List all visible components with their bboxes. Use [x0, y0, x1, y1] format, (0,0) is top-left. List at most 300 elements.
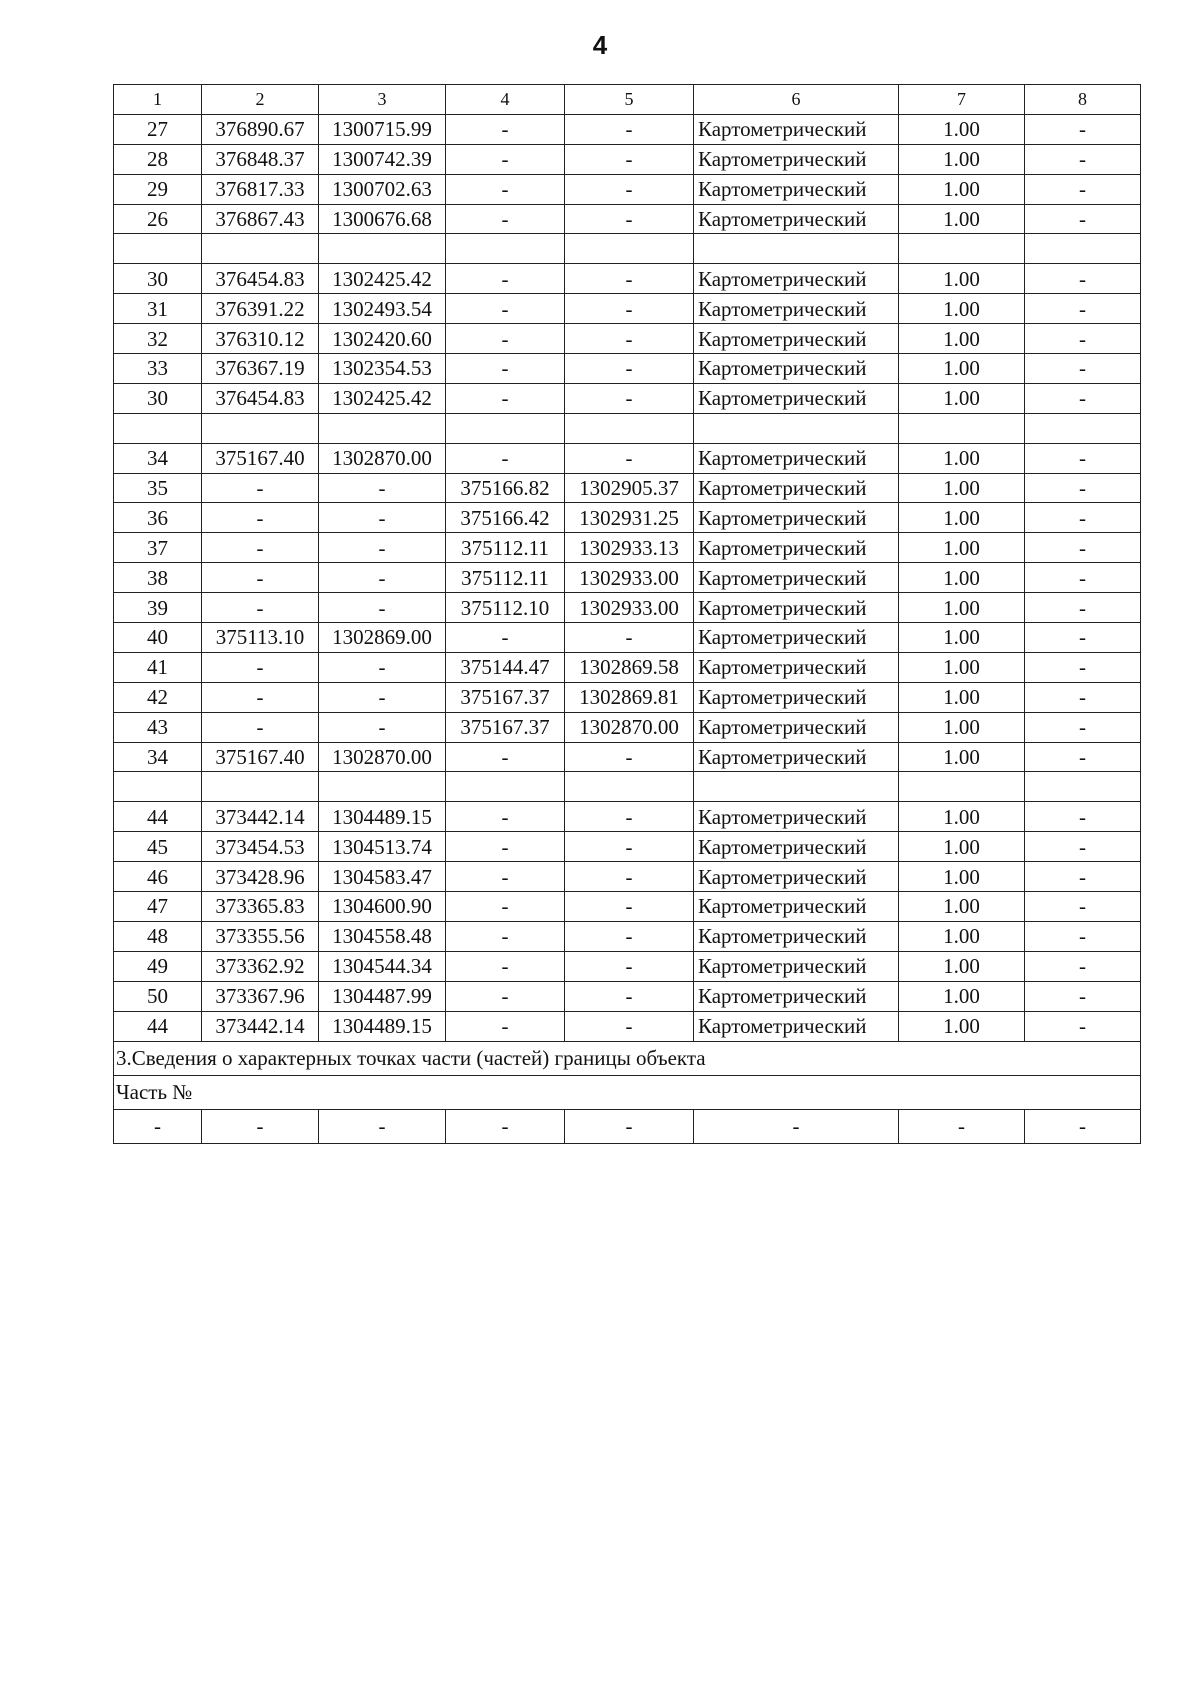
table-row [114, 144, 1141, 174]
table-cell-col-1: 48 [114, 921, 202, 951]
table-cell-col-6: Картометрический [694, 921, 899, 951]
table-cell-col-1: 50 [114, 981, 202, 1011]
table-cell-col-4: - [446, 862, 565, 892]
table-cell-col-6: Картометрический [694, 832, 899, 862]
table-row [114, 473, 1141, 503]
table-cell-col-3: 1302870.00 [319, 443, 446, 473]
table-cell-col-7: 1.00 [899, 862, 1025, 892]
table-cell-col-1: 33 [114, 354, 202, 384]
table-cell-col-6: Картометрический [694, 951, 899, 981]
table-row [114, 503, 1141, 533]
table-cell-col-2: 376310.12 [202, 324, 319, 354]
table-cell-col-8: - [1025, 623, 1141, 653]
table-cell-col-6: Картометрический [694, 712, 899, 742]
table-cell-col-6: Картометрический [694, 593, 899, 623]
table-cell-col-2: - [202, 682, 319, 712]
table-cell-col-4: - [446, 114, 565, 144]
table-spacer-row [114, 413, 1141, 443]
table-cell-col-7: 1.00 [899, 354, 1025, 384]
table-cell-col-3: 1300742.39 [319, 144, 446, 174]
table-cell-col-7 [899, 413, 1025, 443]
table-row [114, 383, 1141, 413]
table-cell-col-4: - [446, 174, 565, 204]
table-cell-col-6 [694, 772, 899, 802]
table-cell-col-3: 1300715.99 [319, 114, 446, 144]
table-cell-col-4 [446, 413, 565, 443]
column-header-3: 3 [319, 85, 446, 115]
table-cell-col-3: - [319, 682, 446, 712]
table-row [114, 921, 1141, 951]
table-cell-col-4: - [446, 354, 565, 384]
table-cell-col-2 [202, 413, 319, 443]
table-cell-col-8: - [1025, 383, 1141, 413]
table-cell-col-4: 375144.47 [446, 652, 565, 682]
table-row [114, 623, 1141, 653]
section-title: 3.Сведения о характерных точках части (частей) границы объекта [114, 1041, 1141, 1075]
table-cell-col-5: - [565, 832, 694, 862]
table-row [114, 652, 1141, 682]
table-cell-col-8: - [1025, 473, 1141, 503]
table-cell-col-2: 373367.96 [202, 981, 319, 1011]
part-label: Часть № [114, 1075, 1141, 1109]
table-cell-col-4: - [446, 742, 565, 772]
table-row [114, 892, 1141, 922]
table-cell-col-1: 34 [114, 443, 202, 473]
table-cell-col-2: - [202, 563, 319, 593]
table-cell-col-1: 39 [114, 593, 202, 623]
table-cell-col-1: 26 [114, 204, 202, 234]
table-cell-col-5: - [565, 324, 694, 354]
table-cell-col-2: 376890.67 [202, 114, 319, 144]
table-cell-col-6: Картометрический [694, 563, 899, 593]
table-cell-col-5: - [565, 802, 694, 832]
table-cell-col-6: Картометрический [694, 294, 899, 324]
table-cell-col-6: Картометрический [694, 144, 899, 174]
table-row [114, 354, 1141, 384]
table-cell-col-2: 376848.37 [202, 144, 319, 174]
table-cell-col-3: - [319, 533, 446, 563]
table-cell-col-5: 1302869.81 [565, 682, 694, 712]
table-cell-col-2: 376367.19 [202, 354, 319, 384]
table-body [114, 85, 1141, 1144]
table-cell-col-3: 1304489.15 [319, 802, 446, 832]
part-cell-col-4: - [446, 1109, 565, 1143]
table-cell-col-7: 1.00 [899, 623, 1025, 653]
table-cell-col-3: 1302354.53 [319, 354, 446, 384]
table-cell-col-6: Картометрический [694, 264, 899, 294]
table-cell-col-5: - [565, 981, 694, 1011]
table-row [114, 682, 1141, 712]
column-header-8: 8 [1025, 85, 1141, 115]
table-cell-col-7: 1.00 [899, 832, 1025, 862]
table-cell-col-3: - [319, 503, 446, 533]
table-cell-col-5: - [565, 204, 694, 234]
table-row [114, 1011, 1141, 1041]
table-cell-col-8: - [1025, 443, 1141, 473]
table-cell-col-2: - [202, 473, 319, 503]
table-cell-col-1: 28 [114, 144, 202, 174]
table-cell-col-3: - [319, 652, 446, 682]
table-cell-col-5: - [565, 114, 694, 144]
table-cell-col-1: 47 [114, 892, 202, 922]
page-number: 4 [592, 30, 608, 60]
table-cell-col-8: - [1025, 114, 1141, 144]
table-cell-col-2: - [202, 712, 319, 742]
table-cell-col-7: 1.00 [899, 1011, 1025, 1041]
table-cell-col-4 [446, 772, 565, 802]
part-cell-col-6: - [694, 1109, 899, 1143]
table-row [114, 204, 1141, 234]
part-cell-col-7: - [899, 1109, 1025, 1143]
table-cell-col-6: Картометрический [694, 174, 899, 204]
table-cell-col-6: Картометрический [694, 623, 899, 653]
table-cell-col-8: - [1025, 652, 1141, 682]
table-cell-col-3: 1304600.90 [319, 892, 446, 922]
table-cell-col-4: - [446, 981, 565, 1011]
table-cell-col-3: 1302493.54 [319, 294, 446, 324]
table-cell-col-6: Картометрический [694, 324, 899, 354]
table-cell-col-5: - [565, 623, 694, 653]
table-cell-col-1: 35 [114, 473, 202, 503]
table-cell-col-2 [202, 234, 319, 264]
table-cell-col-7: 1.00 [899, 503, 1025, 533]
table-cell-col-6: Картометрический [694, 383, 899, 413]
table-row [114, 742, 1141, 772]
table-cell-col-2: 373365.83 [202, 892, 319, 922]
table-cell-col-3: 1304489.15 [319, 1011, 446, 1041]
table-cell-col-4: - [446, 832, 565, 862]
part-row [114, 1109, 1141, 1143]
table-cell-col-2: 376454.83 [202, 383, 319, 413]
table-cell-col-2: 373442.14 [202, 1011, 319, 1041]
table-row [114, 533, 1141, 563]
table-cell-col-4: - [446, 921, 565, 951]
table-cell-col-5: - [565, 1011, 694, 1041]
table-cell-col-5: 1302905.37 [565, 473, 694, 503]
table-cell-col-3: - [319, 593, 446, 623]
table-row [114, 802, 1141, 832]
column-header-1: 1 [114, 85, 202, 115]
table-cell-col-1: 43 [114, 712, 202, 742]
table-cell-col-1: 46 [114, 862, 202, 892]
table-cell-col-7: 1.00 [899, 652, 1025, 682]
table-row [114, 324, 1141, 354]
table-cell-col-5: 1302933.13 [565, 533, 694, 563]
table-cell-col-4: 375166.42 [446, 503, 565, 533]
table-cell-col-1: 29 [114, 174, 202, 204]
table-cell-col-2: 373362.92 [202, 951, 319, 981]
table-cell-col-1: 49 [114, 951, 202, 981]
table-cell-col-6: Картометрический [694, 114, 899, 144]
table-cell-col-8: - [1025, 354, 1141, 384]
table-cell-col-7 [899, 772, 1025, 802]
table-cell-col-8: - [1025, 802, 1141, 832]
table-cell-col-7: 1.00 [899, 742, 1025, 772]
table-cell-col-4: - [446, 294, 565, 324]
table-cell-col-3: 1302425.42 [319, 383, 446, 413]
table-cell-col-4: 375167.37 [446, 682, 565, 712]
table-cell-col-3: 1300676.68 [319, 204, 446, 234]
table-cell-col-1: 45 [114, 832, 202, 862]
table-cell-col-3: 1302420.60 [319, 324, 446, 354]
table-cell-col-2: 375167.40 [202, 742, 319, 772]
table-row [114, 981, 1141, 1011]
section-title-row [114, 1041, 1141, 1075]
table-cell-col-4 [446, 234, 565, 264]
table-cell-col-5 [565, 234, 694, 264]
table-cell-col-1: 30 [114, 264, 202, 294]
part-cell-col-5: - [565, 1109, 694, 1143]
table-cell-col-1: 40 [114, 623, 202, 653]
table-cell-col-7: 1.00 [899, 951, 1025, 981]
table-row [114, 593, 1141, 623]
table-row [114, 951, 1141, 981]
column-header-2: 2 [202, 85, 319, 115]
table-cell-col-6: Картометрический [694, 652, 899, 682]
table-cell-col-1: 38 [114, 563, 202, 593]
table-spacer-row [114, 234, 1141, 264]
table-cell-col-1: 31 [114, 294, 202, 324]
table-cell-col-7: 1.00 [899, 264, 1025, 294]
table-cell-col-3: 1302870.00 [319, 742, 446, 772]
table-cell-col-1 [114, 413, 202, 443]
table-cell-col-4: - [446, 383, 565, 413]
table-cell-col-8: - [1025, 324, 1141, 354]
table-cell-col-3 [319, 772, 446, 802]
table-cell-col-1: 32 [114, 324, 202, 354]
table-cell-col-3: 1304513.74 [319, 832, 446, 862]
table-cell-col-2: 376867.43 [202, 204, 319, 234]
table-cell-col-3: 1304558.48 [319, 921, 446, 951]
table-cell-col-7 [899, 234, 1025, 264]
table-cell-col-6: Картометрический [694, 892, 899, 922]
table-cell-col-7: 1.00 [899, 802, 1025, 832]
table-cell-col-1: 34 [114, 742, 202, 772]
table-cell-col-3: - [319, 473, 446, 503]
table-cell-col-8 [1025, 234, 1141, 264]
table-cell-col-7: 1.00 [899, 144, 1025, 174]
table-cell-col-4: - [446, 802, 565, 832]
table-cell-col-6 [694, 234, 899, 264]
table-cell-col-7: 1.00 [899, 473, 1025, 503]
table-cell-col-7: 1.00 [899, 921, 1025, 951]
table-cell-col-6 [694, 413, 899, 443]
table-cell-col-5: - [565, 294, 694, 324]
table-cell-col-8: - [1025, 533, 1141, 563]
table-cell-col-6: Картометрический [694, 742, 899, 772]
table-cell-col-5: - [565, 174, 694, 204]
table-cell-col-2: - [202, 533, 319, 563]
table-header-row [114, 85, 1141, 115]
table-cell-col-6: Картометрический [694, 204, 899, 234]
table-cell-col-3: 1304583.47 [319, 862, 446, 892]
table-cell-col-5 [565, 413, 694, 443]
table-cell-col-1 [114, 772, 202, 802]
table-cell-col-5: 1302870.00 [565, 712, 694, 742]
table-cell-col-6: Картометрический [694, 503, 899, 533]
table-cell-col-7: 1.00 [899, 174, 1025, 204]
table-cell-col-7: 1.00 [899, 563, 1025, 593]
table-cell-col-3: 1300702.63 [319, 174, 446, 204]
table-cell-col-8: - [1025, 981, 1141, 1011]
table-row [114, 712, 1141, 742]
table-cell-col-2: 373454.53 [202, 832, 319, 862]
table-cell-col-5: - [565, 383, 694, 413]
table-cell-col-3: - [319, 712, 446, 742]
table-row [114, 832, 1141, 862]
table-cell-col-4: - [446, 324, 565, 354]
table-cell-col-8: - [1025, 712, 1141, 742]
table-cell-col-5: 1302869.58 [565, 652, 694, 682]
column-header-6: 6 [694, 85, 899, 115]
table-cell-col-8: - [1025, 832, 1141, 862]
table-cell-col-1: 27 [114, 114, 202, 144]
table-row [114, 174, 1141, 204]
table-cell-col-8: - [1025, 1011, 1141, 1041]
table-cell-col-5: 1302933.00 [565, 563, 694, 593]
table-cell-col-2: 373442.14 [202, 802, 319, 832]
table-cell-col-3: 1304487.99 [319, 981, 446, 1011]
table-cell-col-4: - [446, 264, 565, 294]
table-cell-col-8: - [1025, 742, 1141, 772]
table-cell-col-6: Картометрический [694, 443, 899, 473]
table-cell-col-6: Картометрический [694, 862, 899, 892]
table-cell-col-6: Картометрический [694, 682, 899, 712]
table-cell-col-7: 1.00 [899, 204, 1025, 234]
table-cell-col-1 [114, 234, 202, 264]
table-cell-col-7: 1.00 [899, 383, 1025, 413]
table-cell-col-5: - [565, 951, 694, 981]
table-cell-col-6: Картометрический [694, 1011, 899, 1041]
table-cell-col-2 [202, 772, 319, 802]
table-cell-col-1: 36 [114, 503, 202, 533]
table-cell-col-7: 1.00 [899, 324, 1025, 354]
table-cell-col-4: - [446, 443, 565, 473]
table-cell-col-5: - [565, 354, 694, 384]
table-cell-col-4: 375112.10 [446, 593, 565, 623]
table-cell-col-2: 376454.83 [202, 264, 319, 294]
table-cell-col-7: 1.00 [899, 443, 1025, 473]
table-cell-col-6: Картометрический [694, 354, 899, 384]
table-row [114, 264, 1141, 294]
table-cell-col-8: - [1025, 593, 1141, 623]
table-cell-col-5: - [565, 742, 694, 772]
table-cell-col-4: 375112.11 [446, 533, 565, 563]
table-spacer-row [114, 772, 1141, 802]
table-cell-col-7: 1.00 [899, 114, 1025, 144]
table-cell-col-1: 30 [114, 383, 202, 413]
table-cell-col-7: 1.00 [899, 712, 1025, 742]
table-cell-col-3: 1302425.42 [319, 264, 446, 294]
table-cell-col-7: 1.00 [899, 682, 1025, 712]
table-cell-col-3 [319, 413, 446, 443]
table-cell-col-7: 1.00 [899, 981, 1025, 1011]
table-cell-col-2: 373355.56 [202, 921, 319, 951]
table-cell-col-8: - [1025, 862, 1141, 892]
table-row [114, 294, 1141, 324]
table-cell-col-4: - [446, 951, 565, 981]
table-cell-col-8: - [1025, 951, 1141, 981]
table-cell-col-7: 1.00 [899, 294, 1025, 324]
table-cell-col-3: 1304544.34 [319, 951, 446, 981]
table-cell-col-8: - [1025, 294, 1141, 324]
part-cell-col-8: - [1025, 1109, 1141, 1143]
table-cell-col-8 [1025, 413, 1141, 443]
table-cell-col-4: - [446, 623, 565, 653]
table-cell-col-7: 1.00 [899, 533, 1025, 563]
table-cell-col-5: - [565, 921, 694, 951]
table-cell-col-5 [565, 772, 694, 802]
table-cell-col-8: - [1025, 144, 1141, 174]
table-cell-col-4: 375112.11 [446, 563, 565, 593]
table-cell-col-7: 1.00 [899, 892, 1025, 922]
table-cell-col-3: - [319, 563, 446, 593]
part-cell-col-1: - [114, 1109, 202, 1143]
table-cell-col-1: 42 [114, 682, 202, 712]
table-cell-col-5: - [565, 862, 694, 892]
table-cell-col-2: - [202, 503, 319, 533]
table-cell-col-3 [319, 234, 446, 264]
table-cell-col-5: - [565, 443, 694, 473]
table-row [114, 443, 1141, 473]
table-cell-col-2: 376391.22 [202, 294, 319, 324]
column-header-7: 7 [899, 85, 1025, 115]
table-cell-col-8: - [1025, 682, 1141, 712]
table-cell-col-8: - [1025, 563, 1141, 593]
table-cell-col-4: 375167.37 [446, 712, 565, 742]
table-row [114, 862, 1141, 892]
table-cell-col-3: 1302869.00 [319, 623, 446, 653]
table-cell-col-6: Картометрический [694, 473, 899, 503]
table-cell-col-8: - [1025, 264, 1141, 294]
table-cell-col-5: - [565, 144, 694, 174]
table-cell-col-1: 44 [114, 1011, 202, 1041]
table-cell-col-8: - [1025, 921, 1141, 951]
table-row [114, 563, 1141, 593]
table-cell-col-8 [1025, 772, 1141, 802]
table-cell-col-5: - [565, 892, 694, 922]
table-cell-col-6: Картометрический [694, 981, 899, 1011]
table-cell-col-1: 44 [114, 802, 202, 832]
coordinates-table [113, 84, 1141, 1144]
table-cell-col-2: 375113.10 [202, 623, 319, 653]
part-cell-col-2: - [202, 1109, 319, 1143]
table-cell-col-5: 1302931.25 [565, 503, 694, 533]
column-header-5: 5 [565, 85, 694, 115]
part-label-row [114, 1075, 1141, 1109]
table-cell-col-5: - [565, 264, 694, 294]
table-cell-col-4: - [446, 892, 565, 922]
table-cell-col-8: - [1025, 503, 1141, 533]
table-cell-col-4: - [446, 204, 565, 234]
table-cell-col-6: Картометрический [694, 533, 899, 563]
table-cell-col-4: - [446, 1011, 565, 1041]
table-cell-col-8: - [1025, 174, 1141, 204]
table-cell-col-2: 376817.33 [202, 174, 319, 204]
table-row [114, 114, 1141, 144]
table-cell-col-8: - [1025, 204, 1141, 234]
table-cell-col-4: - [446, 144, 565, 174]
table-cell-col-1: 41 [114, 652, 202, 682]
table-cell-col-2: - [202, 593, 319, 623]
table-cell-col-7: 1.00 [899, 593, 1025, 623]
part-cell-col-3: - [319, 1109, 446, 1143]
table-cell-col-2: - [202, 652, 319, 682]
table-cell-col-4: 375166.82 [446, 473, 565, 503]
table-cell-col-5: 1302933.00 [565, 593, 694, 623]
table-cell-col-8: - [1025, 892, 1141, 922]
table-cell-col-6: Картометрический [694, 802, 899, 832]
